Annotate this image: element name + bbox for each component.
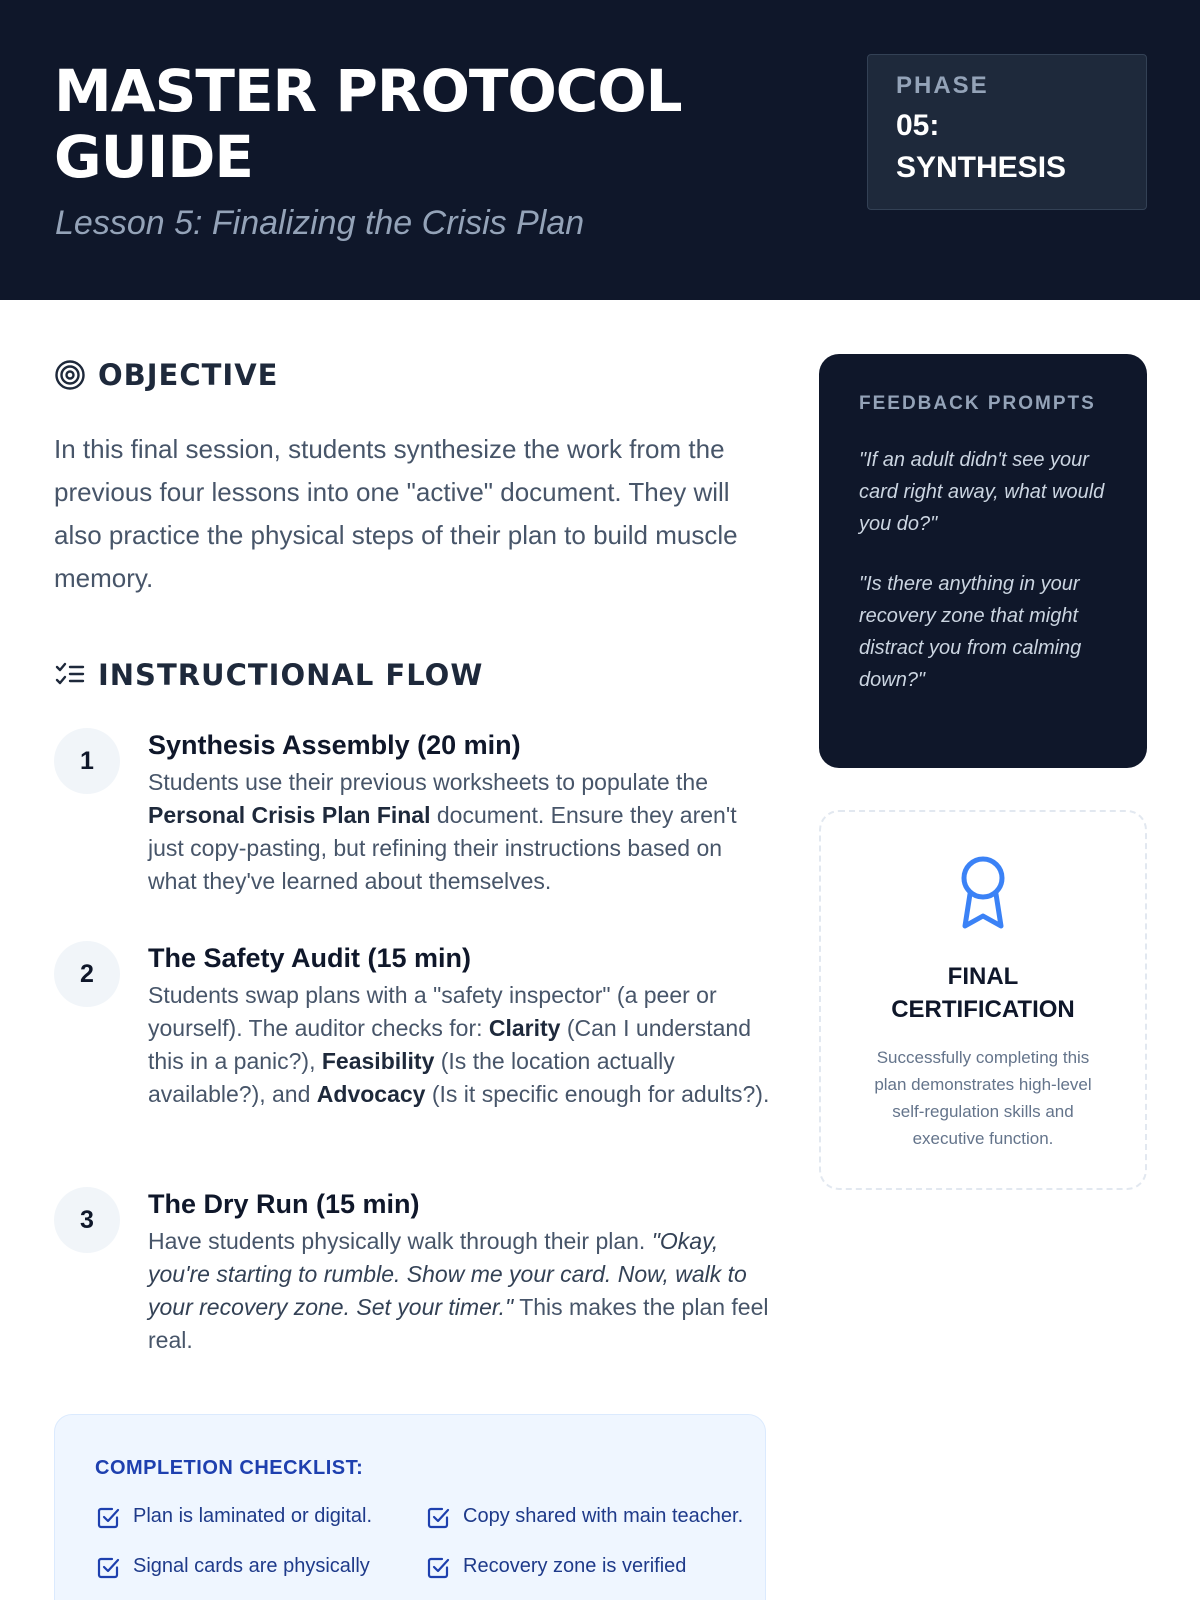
phase-number: 05: [896,109,940,142]
feedback-prompt: "If an adult didn't see your card right away, what would you do?" [859,449,1105,535]
page-header [0,0,1200,300]
final-certification-card [819,810,1147,1190]
page-subtitle: Lesson 5: Finalizing the Crisis Plan [55,204,585,242]
checklist-item [95,1503,415,1531]
check-square-icon [425,1505,451,1531]
completion-checklist [54,1414,766,1600]
page-title [54,58,774,190]
step-title: The Dry Run (15 min) [148,1189,420,1219]
objective-heading-text: OBJECTIVE [98,358,279,392]
objective-heading [54,358,278,392]
list-checks-icon [54,659,86,691]
phase-name: SYNTHESIS [896,151,1067,184]
target-icon [54,359,86,391]
step-number: 3 [54,1187,120,1253]
check-square-icon [95,1555,121,1581]
checklist-item [95,1553,415,1581]
checklist-item-text: Signal cards are physically [133,1555,370,1577]
checklist-item-text: Plan is laminated or digital. [133,1505,373,1527]
feedback-title: FEEDBACK PROMPTS [859,393,1096,414]
audit-term: Feasibility [321,1048,435,1074]
flow-step [54,1187,774,1357]
checklist-item [425,1503,745,1531]
phase-value [896,105,1118,189]
feedback-prompts-card [819,354,1147,768]
audit-term: Advocacy [316,1081,426,1107]
step-description: Students use their previous worksheets to populate the Personal Crisis Plan Final document. Ensure they aren't just copy-pasting, but refining their instructions based on what they've learned about themselves. [148,769,737,894]
phase-badge [867,54,1147,210]
step-number: 2 [54,941,120,1007]
instructional-flow-heading [54,658,483,692]
checklist-item [425,1553,745,1581]
checklist-title: COMPLETION CHECKLIST: [95,1457,364,1479]
certification-description: Successfully completing this plan demonstrates high-level self-regulation skills and executive function. [874,1048,1092,1148]
audit-term: Clarity [488,1015,561,1041]
dry-run-quote: "Okay, you're starting to rumble. Show me your card. Now, walk to your recovery zone. Set your timer." [148,1228,747,1320]
step-description: Students swap plans with a "safety inspector" (a peer or yourself). The auditor checks for: Clarity (Can I understand this in a panic?), Feasibility (Is the location actually available?), and Advocacy (Is it specific enough for adults?). [148,982,770,1107]
feedback-prompt: "Is there anything in your recovery zone that might distract you from calming down?" [859,573,1082,691]
check-square-icon [95,1505,121,1531]
objective-text: In this final session, students synthesize the work from the previous four lessons into one "active" document. They will also practice the physical steps of their plan to build muscle memory. [54,434,738,593]
step-number: 1 [54,728,120,794]
title-line-2: GUIDE [54,123,254,191]
checklist-item-text: Copy shared with main teacher. [463,1505,744,1527]
award-ribbon-icon [821,854,1145,932]
step-title: Synthesis Assembly (20 min) [148,730,521,760]
document-name: Personal Crisis Plan Final [148,802,431,828]
title-line-1: MASTER PROTOCOL [54,57,682,125]
check-square-icon [425,1555,451,1581]
phase-label: PHASE [896,72,989,99]
instructional-flow-heading-text: INSTRUCTIONAL FLOW [98,658,484,692]
certification-title: FINAL CERTIFICATION [891,963,1075,1023]
step-description: Have students physically walk through their plan. "Okay, you're starting to rumble. Show me your card. Now, walk to your recovery zone. Set your timer." This makes the plan feel real. [148,1228,769,1353]
flow-step [54,728,774,898]
flow-step [54,941,774,1111]
step-title: The Safety Audit (15 min) [148,943,472,973]
checklist-item-text: Recovery zone is verified [463,1555,687,1577]
